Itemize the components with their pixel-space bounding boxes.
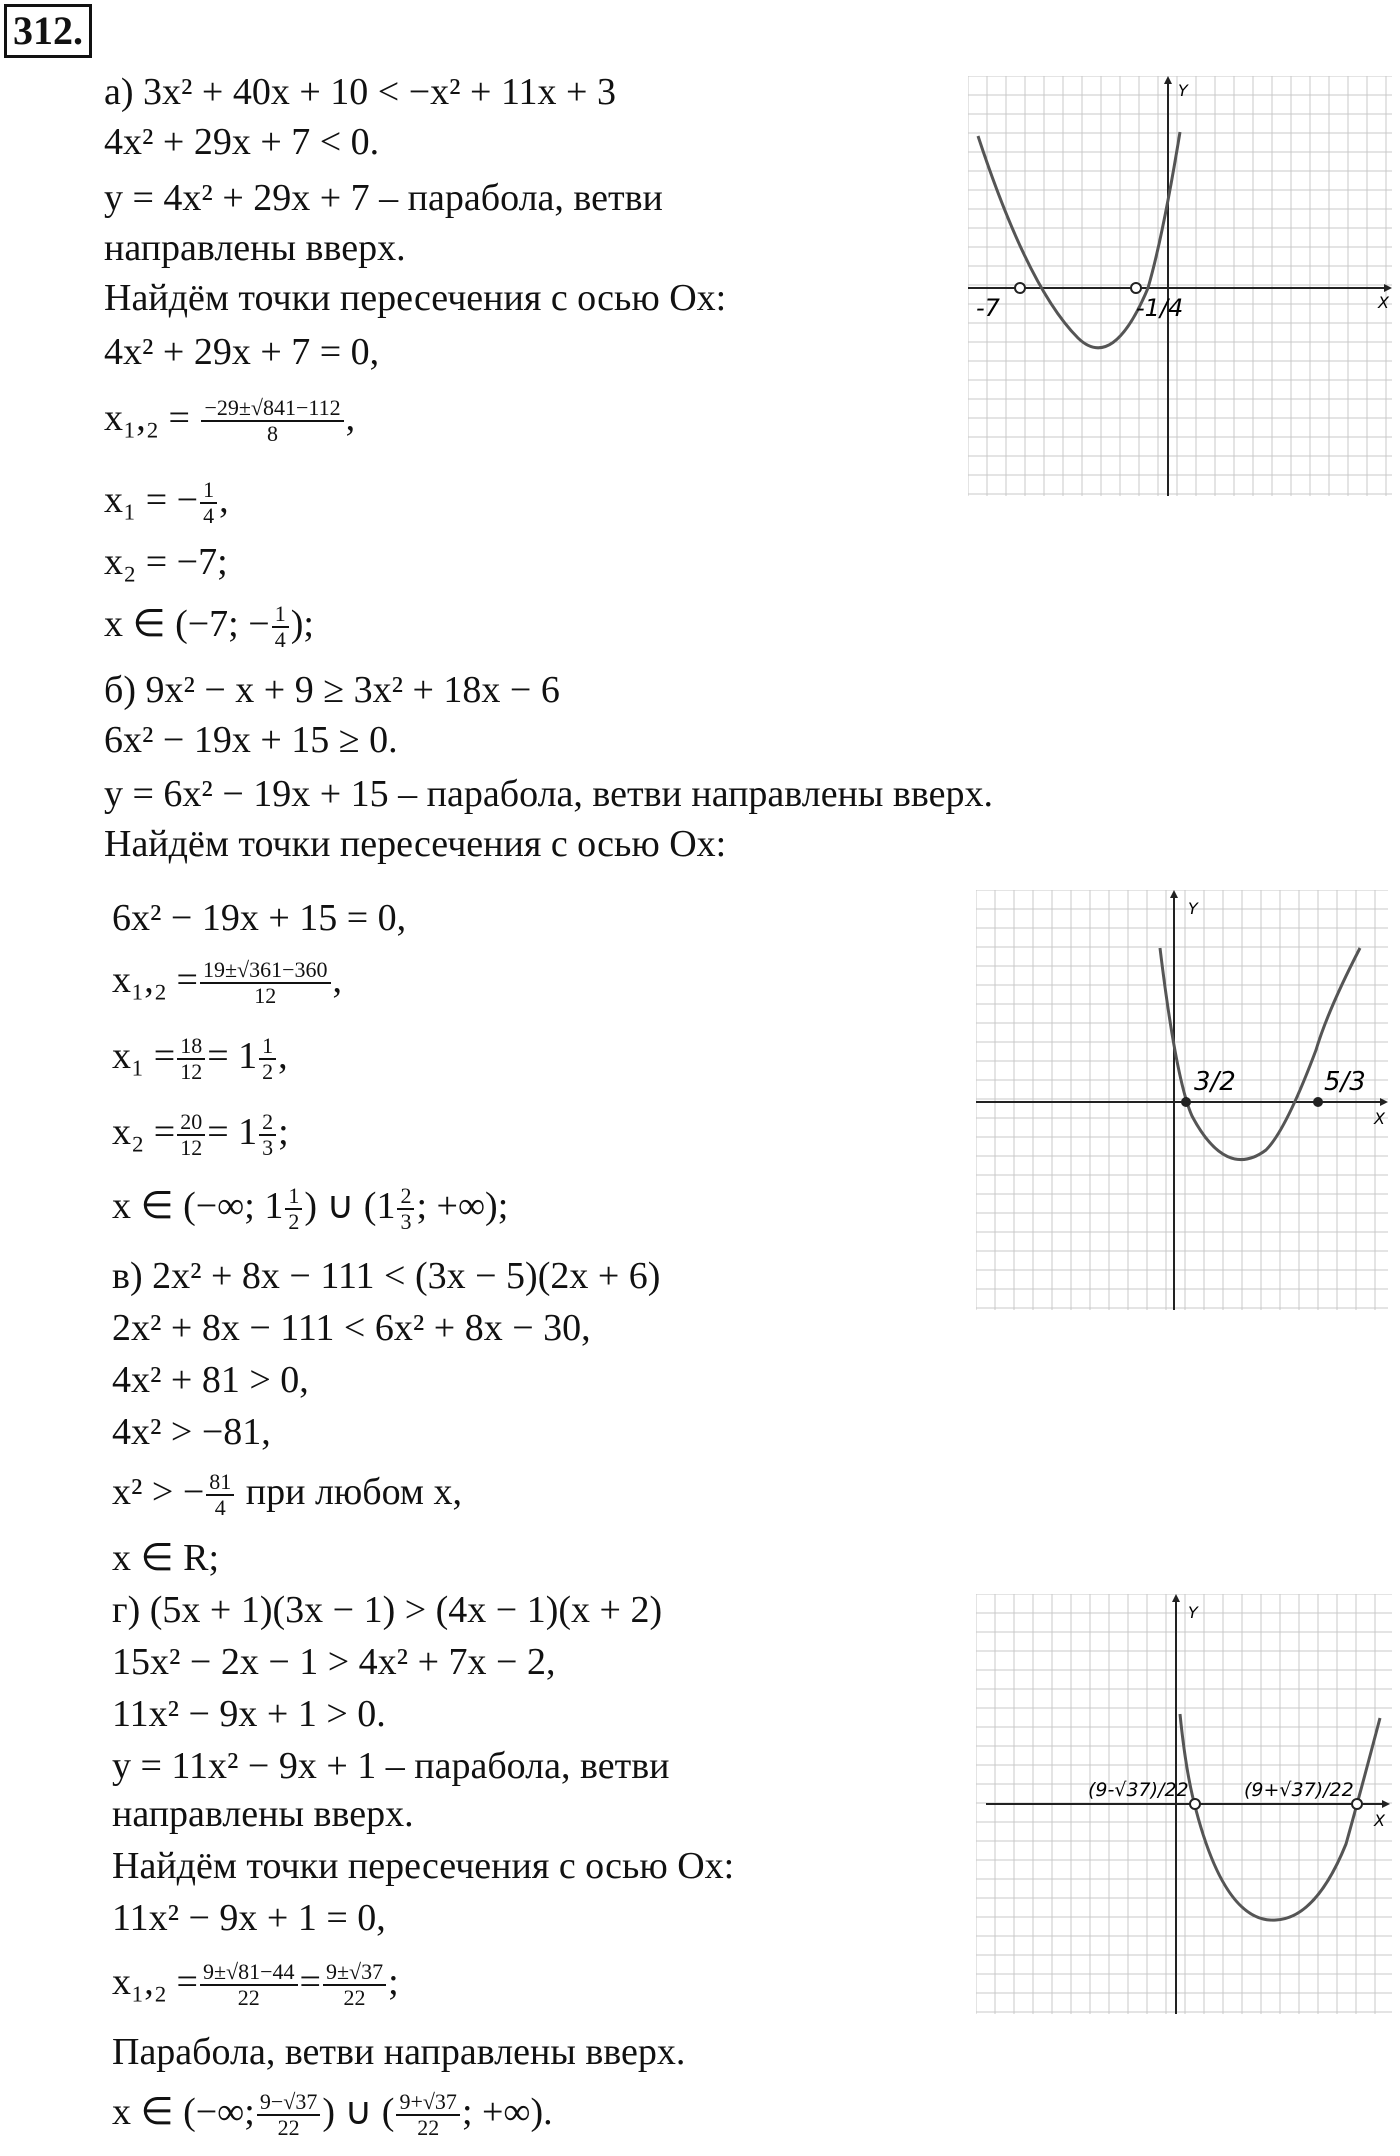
denominator: 22 [417, 2115, 440, 2141]
fraction [200, 958, 331, 1008]
part-a-line-10 [104, 602, 314, 652]
numerator: 1 [200, 478, 217, 504]
fraction [323, 1960, 386, 2010]
fraction [397, 1184, 414, 1234]
part-b-line-5: 6x² − 19x + 15 = 0, [112, 897, 407, 939]
denominator: 2 [288, 1209, 300, 1235]
numerator: −29±√841−112 [201, 396, 343, 422]
part-b-line-4: Найдём точки пересечения с осью Ox: [104, 823, 727, 865]
graph-part-a [968, 76, 1392, 496]
mid: = [299, 1961, 321, 2003]
part-a-line-9: x₂ = −7; [104, 541, 228, 583]
numerator: 9+√37 [396, 2090, 459, 2116]
lhs: x ∈ (−∞; [112, 2091, 255, 2133]
part-g-line-3: 11x² − 9x + 1 > 0. [112, 1693, 386, 1735]
graph-part-g [976, 1594, 1392, 2014]
root-label: -7 [976, 294, 1000, 322]
part-g-line-9: Парабола, ветви направлены вверх. [112, 2031, 686, 2073]
fraction [259, 1110, 276, 1160]
numerator: 20 [177, 1110, 205, 1136]
fraction [259, 1034, 276, 1084]
part-a-line-5: Найдём точки пересечения с осью Ox: [104, 277, 727, 319]
part-v-line-1: в) 2x² + 8x − 111 < (3x − 5)(2x + 6) [112, 1255, 661, 1297]
problem-number: 312. [4, 4, 92, 58]
part-v-line-4: 4x² > −81, [112, 1411, 271, 1453]
denominator: 8 [267, 421, 279, 447]
denominator: 3 [400, 1209, 412, 1235]
numerator: 1 [272, 602, 289, 628]
root-label: (9+√37)/22 [1244, 1779, 1354, 1801]
fraction [396, 2090, 459, 2140]
fraction [177, 1110, 205, 1160]
part-a-line-2: 4x² + 29x + 7 < 0. [104, 121, 380, 163]
fraction [200, 478, 217, 528]
fraction [200, 1960, 298, 2010]
axis-y-label: Y [1188, 1603, 1198, 1622]
x-axis-arrow-icon [1382, 1800, 1390, 1808]
fraction [206, 1470, 234, 1520]
parabola-curve [1160, 948, 1360, 1160]
root-point [1190, 1799, 1200, 1809]
part-b-line-7: x₁ = $\frac{18}{12}$ = 1 $\frac{1}{2}$ , [112, 1033, 288, 1085]
part-v-line-2: 2x² + 8x − 111 < 6x² + 8x − 30, [112, 1307, 591, 1349]
part-b-line-8: x₂ = $\frac{20}{12}$ = 1 $\frac{2}{3}$ ; [112, 1109, 289, 1161]
y-axis-arrow-icon [1164, 76, 1172, 84]
rhs: ; +∞); [416, 1185, 509, 1227]
rhs: ); [290, 603, 314, 645]
lhs: x₁,₂ = [112, 1961, 198, 2003]
part-g-line-7: 11x² − 9x + 1 = 0, [112, 1897, 386, 1939]
part-g-line-1: г) (5x + 1)(3x − 1) > (4x − 1)(x + 2) [112, 1589, 663, 1631]
lhs: x₁,₂ = [104, 397, 190, 439]
rhs: ; +∞). [461, 2091, 553, 2133]
root-label: 5/3 [1324, 1067, 1366, 1097]
part-g-line-6: Найдём точки пересечения с осью Ox: [112, 1845, 735, 1887]
part-a-line-8: x₁ = − $\frac{1}{4}$ , [104, 477, 229, 529]
numerator: 2 [259, 1110, 276, 1136]
axis-x-label: X [1374, 1811, 1385, 1830]
root-point [1131, 283, 1141, 293]
part-a-line-3: y = 4x² + 29x + 7 – парабола, ветви [104, 177, 663, 219]
part-v-line-6: x ∈ R; [112, 1537, 220, 1579]
numerator: 9−√37 [257, 2090, 320, 2116]
numerator: 1 [259, 1034, 276, 1060]
root-point [1015, 283, 1025, 293]
lhs: x₁ = [112, 1035, 176, 1077]
part-b-line-2: 6x² − 19x + 15 ≥ 0. [104, 719, 398, 761]
mid: ) ∪ ( [322, 2091, 395, 2133]
graph-a-svg [968, 76, 1392, 496]
fraction [272, 602, 289, 652]
root-point [1313, 1097, 1323, 1107]
graph-g-svg [976, 1594, 1392, 2014]
part-a-line-4: направлены вверх. [104, 227, 406, 269]
numerator: 9±√37 [323, 1960, 386, 1986]
part-b-line-3: y = 6x² − 19x + 15 – парабола, ветви направлены вверх. [104, 773, 993, 815]
root-label: -1/4 [1136, 294, 1184, 322]
part-a-line-6: 4x² + 29x + 7 = 0, [104, 331, 380, 373]
numerator: 1 [285, 1184, 302, 1210]
denominator: 22 [343, 1985, 366, 2011]
part-b-line-6: x₁,₂ = $\frac{19\pm√361-360}{12}$ , [112, 957, 342, 1009]
part-a-line-7: x₁,₂ = $\frac{-29\pm√841-112}{8}$ , [104, 395, 356, 447]
numerator: 19±√361−360 [200, 958, 331, 984]
denominator: 22 [277, 2115, 300, 2141]
y-axis-arrow-icon [1170, 890, 1178, 898]
numerator: 9±√81−44 [200, 1960, 298, 1986]
y-axis-arrow-icon [1172, 1594, 1180, 1602]
numerator: 81 [206, 1470, 234, 1496]
denominator: 2 [262, 1059, 274, 1085]
mid: ) ∪ (1 [304, 1185, 396, 1227]
root-label: (9-√37)/22 [1088, 1779, 1189, 1801]
part-v-line-5 [112, 1470, 462, 1520]
fraction [177, 1034, 205, 1084]
root-point [1181, 1097, 1191, 1107]
part-g-line-8: x₁,₂ = $\frac{9\pm√81-44}{22}$ = $\frac{9\pm√37}{22}$ ; [112, 1959, 399, 2011]
fraction [201, 396, 343, 446]
root-label: 3/2 [1194, 1067, 1236, 1097]
mid: = 1 [207, 1111, 258, 1153]
graph-b-svg [976, 890, 1388, 1310]
fraction [285, 1184, 302, 1234]
denominator: 22 [237, 1985, 260, 2011]
axis-x-label: X [1378, 293, 1389, 312]
numerator: 2 [397, 1184, 414, 1210]
lhs: x₁,₂ = [112, 959, 198, 1001]
lhs: x ∈ (−7; − [104, 603, 270, 645]
part-g-line-5: направлены вверх. [112, 1793, 414, 1835]
part-g-line-10 [112, 2090, 553, 2140]
axis-x-label: X [1374, 1109, 1385, 1128]
part-v-line-3: 4x² + 81 > 0, [112, 1359, 309, 1401]
denominator: 4 [274, 627, 286, 653]
lhs: x₂ = [112, 1111, 176, 1153]
part-g-line-2: 15x² − 2x − 1 > 4x² + 7x − 2, [112, 1641, 556, 1683]
lhs: x ∈ (−∞; 1 [112, 1185, 284, 1227]
numerator: 18 [177, 1034, 205, 1060]
lhs: x₁ = − [104, 479, 199, 521]
denominator: 4 [214, 1495, 226, 1521]
denominator: 12 [180, 1059, 203, 1085]
part-g-line-4: y = 11x² − 9x + 1 – парабола, ветви [112, 1745, 670, 1787]
part-a-line-1: а) 3x² + 40x + 10 < −x² + 11x + 3 [104, 71, 616, 113]
denominator: 4 [203, 503, 215, 529]
rhs: при любом x, [245, 1471, 462, 1513]
part-b-line-1: б) 9x² − x + 9 ≥ 3x² + 18x − 6 [104, 669, 560, 711]
axis-y-label: Y [1188, 899, 1198, 918]
fraction [257, 2090, 320, 2140]
axis-y-label: Y [1178, 81, 1188, 100]
denominator: 12 [254, 983, 277, 1009]
mid: = 1 [207, 1035, 258, 1077]
lhs: x² > − [112, 1471, 205, 1513]
denominator: 3 [262, 1135, 274, 1161]
graph-part-b [976, 890, 1388, 1310]
denominator: 12 [180, 1135, 203, 1161]
part-b-line-9 [112, 1184, 508, 1234]
